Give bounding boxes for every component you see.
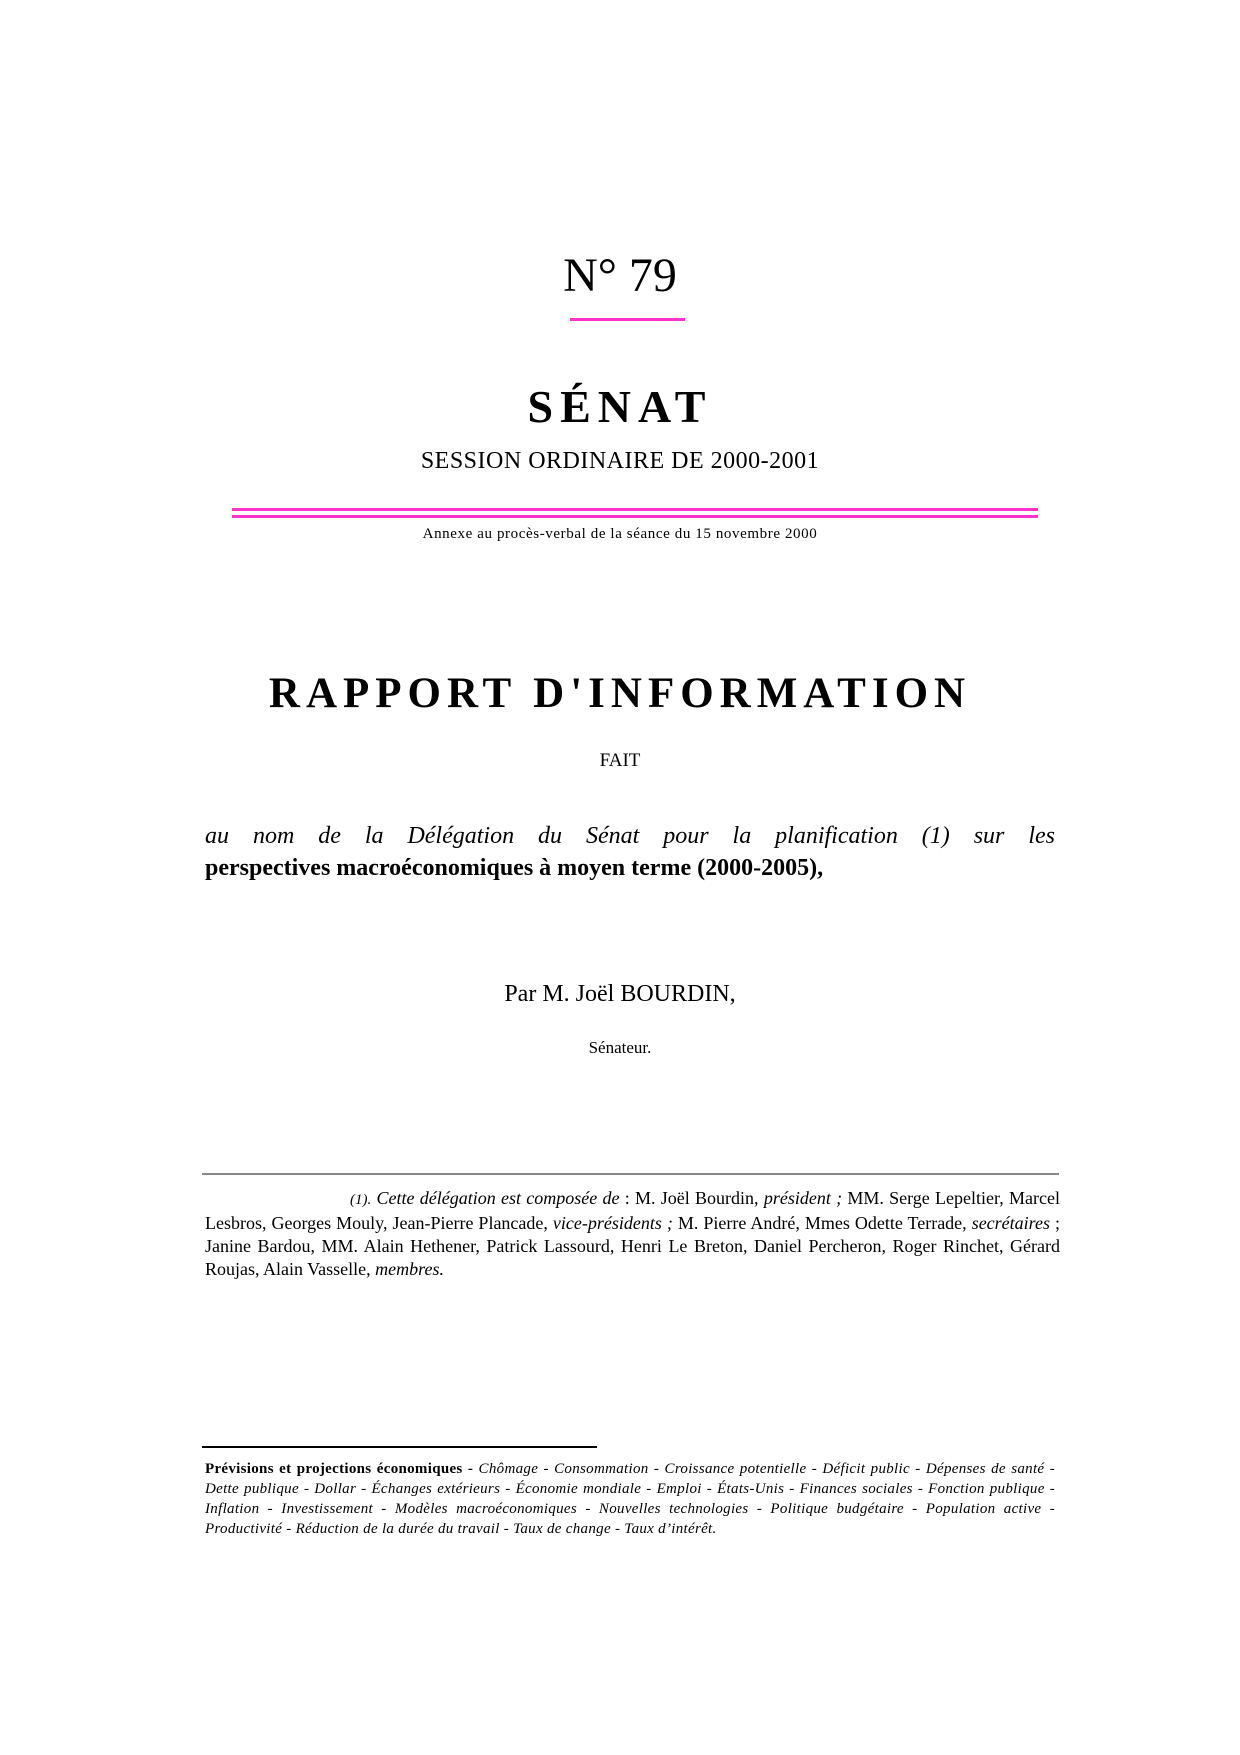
footnote-text: : M. Joël Bourdin, <box>619 1188 764 1208</box>
footnote-rule <box>202 1173 1059 1175</box>
chamber-title: SÉNAT <box>527 381 713 432</box>
footnote <box>205 1187 1060 1281</box>
double-rule <box>232 508 1038 518</box>
footnote-role: président ; <box>763 1188 843 1208</box>
session-line: SESSION ORDINAIRE DE 2000-2001 <box>420 448 820 474</box>
keywords-list: Chômage - Consommation - Croissance potentielle - Déficit public - Dépenses de santé - Dette publique - Dollar - Échanges extérieurs - Économie mondiale - Emploi - États-Unis - Finances sociales - Fonction publique - Inflation - Investissement - Modèles macroéconomiques - Nouvelles technologies - Politique budgétaire - Population active - Productivité - Réduction de la durée du travail - Taux de change - Taux d’intérêt. <box>205 1461 1056 1537</box>
annexe-line: Annexe au procès-verbal de la séance du 15 novembre 2000 <box>422 526 818 542</box>
keywords <box>205 1459 1055 1539</box>
footnote-text: Cette délégation est composée de <box>376 1188 620 1208</box>
subject-bold: perspectives macroéconomiques à moyen terme (2000-2005), <box>205 855 824 881</box>
subject-italic: au nom de la Délégation du Sénat pour la planification (1) sur les <box>205 823 1055 849</box>
number-underline <box>570 318 685 321</box>
fait-label: FAIT <box>599 750 641 771</box>
keywords-rule <box>202 1446 597 1448</box>
footnote-role: secrétaires <box>971 1213 1050 1233</box>
footnote-role: vice-présidents ; <box>552 1213 673 1233</box>
footnote-text: ; Janine Bardou, MM. Alain Hethener, Patrick Lassourd, Henri Le Breton, Daniel Percheron, Roger Rinchet, Gérard Roujas, Alain Vasselle, <box>205 1213 1061 1279</box>
report-title: RAPPORT D'INFORMATION <box>268 670 972 717</box>
report-subject <box>205 820 1055 884</box>
footnote-marker: (1). <box>350 1192 372 1208</box>
footnote-role: membres. <box>375 1259 444 1279</box>
footnote-text: MM. Serge Lepeltier, Marcel Lesbros, Georges Mouly, Jean-Pierre Plancade, <box>205 1188 1061 1233</box>
document-number: N° 79 <box>563 249 677 302</box>
author-line: Par M. Joël BOURDIN, <box>504 981 736 1007</box>
footnote-text: M. Pierre André, Mmes Odette Terrade, <box>672 1213 972 1233</box>
author-title: Sénateur. <box>588 1038 652 1057</box>
keywords-heading: Prévisions et projections économiques - <box>205 1461 474 1477</box>
